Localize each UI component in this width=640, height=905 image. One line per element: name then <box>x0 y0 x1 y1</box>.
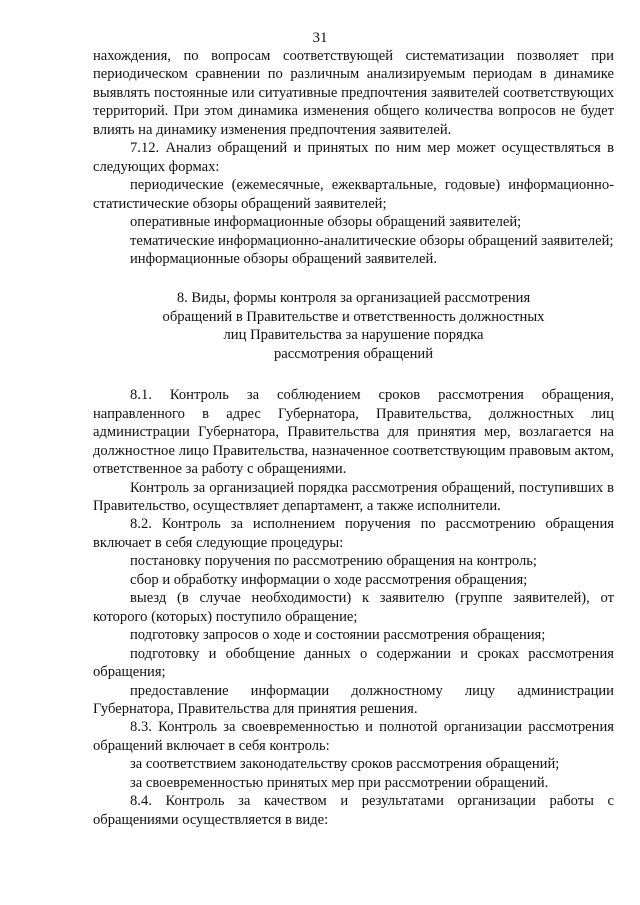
heading-line: 8. Виды, формы контроля за организацией рассмотрения <box>176 290 531 307</box>
list-item: за своевременностью принятых мер при рассмотрении обращений. <box>130 774 549 791</box>
list-item: сбор и обработку информации о ходе рассмотрения обращения; <box>130 571 528 588</box>
list-item: предоставление информации должностному лицу администрации Губернатора, Правительства для принятия решения. <box>93 682 614 717</box>
heading-line: обращений в Правительстве и ответственность должностных <box>162 308 545 325</box>
heading-line: лиц Правительства за нарушение порядка <box>223 327 484 344</box>
heading-line: рассмотрения обращений <box>273 345 434 362</box>
paragraph: 7.12. Анализ обращений и принятых по ним мер может осуществляться в следующих формах: <box>93 140 614 175</box>
list-item: выезд (в случае необходимости) к заявителю (группе заявителей), от которого (которых) поступило обращение; <box>93 590 614 625</box>
list-item: тематические информационно-аналитические обзоры обращений заявителей; <box>130 232 614 249</box>
paragraph: 8.1. Контроль за соблюдением сроков рассмотрения обращения, направленного в адрес Губернатора, Правительства, должностных лиц администрации Губернатора, Правительства для принятия мер, возлагается на должностное лицо Правительства, назначенное соответствующим правовым актом, ответственное за работу с обращениями. <box>93 387 614 478</box>
list-item: за соответствием законодательству сроков рассмотрения обращений; <box>130 756 560 773</box>
page-number: 31 <box>312 30 328 46</box>
paragraph: 8.4. Контроль за качеством и результатами организации работы с обращениями осуществляется в виде: <box>93 793 614 828</box>
body-text <box>93 47 614 829</box>
paragraph: нахождения, по вопросам соответствующей систематизации позволяет при периодическом сравнении по различным анализируемым периодам в динамике выявлять постоянные или ситуативные предпочтения заявителей соответствующих территорий. При этом динамика изменения общего количества вопросов не будет влиять на динамику изменения предпочтения заявителей. <box>93 48 614 138</box>
paragraph: 8.2. Контроль за исполнением поручения по рассмотрению обращения включает в себя следующие процедуры: <box>93 516 614 551</box>
list-item: информационные обзоры обращений заявителей. <box>130 250 437 267</box>
list-item: периодические (ежемесячные, ежеквартальные, годовые) информационно-статистические обзоры обращений заявителей; <box>93 177 614 212</box>
list-item: оперативные информационные обзоры обращений заявителей; <box>130 214 522 231</box>
paragraph: 8.3. Контроль за своевременностью и полнотой организации рассмотрения обращений включает в себя контроль: <box>93 719 614 754</box>
section-heading <box>93 268 614 363</box>
list-item: подготовку запросов о ходе и состоянии рассмотрения обращения; <box>130 627 546 644</box>
paragraph: Контроль за организацией порядка рассмотрения обращений, поступивших в Правительство, осуществляет департамент, а также исполнители. <box>93 479 614 514</box>
list-item: подготовку и обобщение данных о содержании и сроках рассмотрения обращения; <box>93 645 614 681</box>
list-item: постановку поручения по рассмотрению обращения на контроль; <box>130 553 537 570</box>
